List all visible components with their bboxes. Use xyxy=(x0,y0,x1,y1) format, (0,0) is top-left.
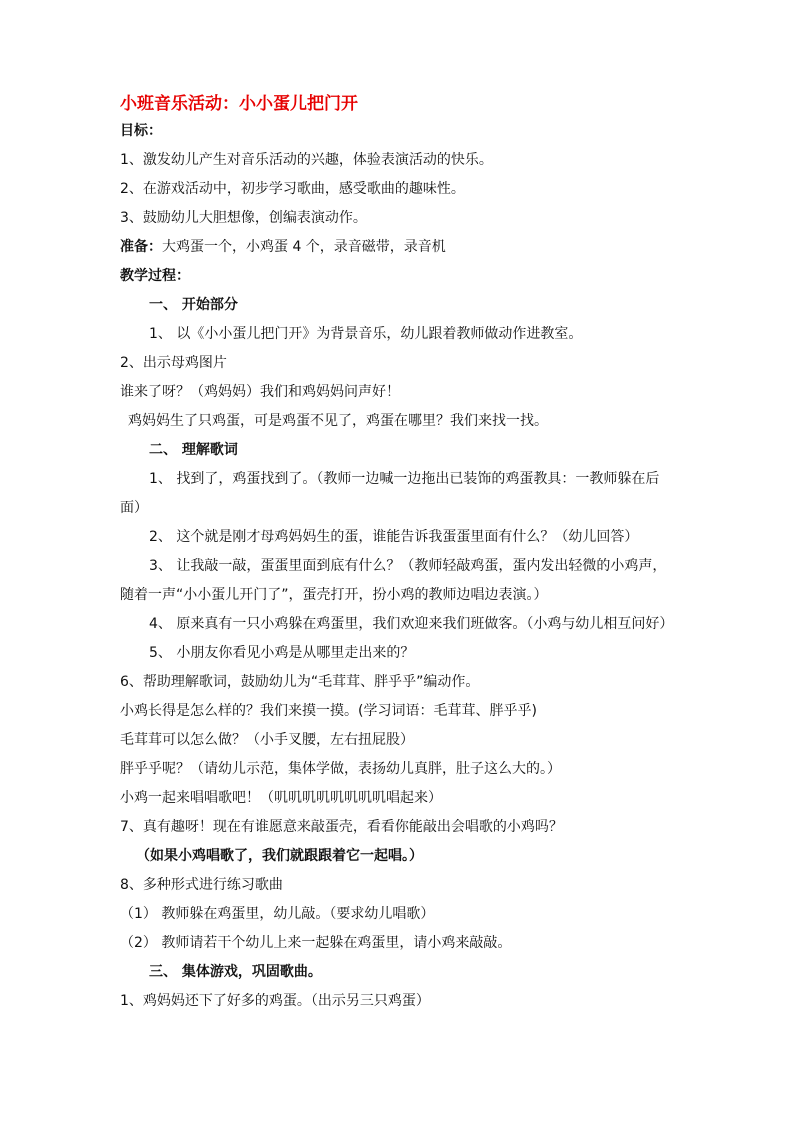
section-3-title: 三、 集体游戏，巩固歌曲。 xyxy=(149,964,322,980)
goal-2: 2、在游戏活动中，初步学习歌曲，感受歌曲的趣味性。 xyxy=(120,181,465,197)
goal-3: 3、鼓励幼儿大胆想像，创编表演动作。 xyxy=(120,210,367,226)
section-2-line-7: 小鸡长得是怎么样的？我们来摸一摸。(学习词语：毛茸茸、胖乎乎) xyxy=(120,703,537,719)
section-1-line-3: 谁来了呀？（鸡妈妈）我们和鸡妈妈问声好！ xyxy=(120,384,400,400)
section-2-line-12: （如果小鸡唱歌了，我们就跟跟着它一起唱。） xyxy=(136,848,423,864)
section-2-title: 二、 理解歌词 xyxy=(149,442,238,458)
section-2-item-2: 2、 这个就是刚才母鸡妈妈生的蛋，谁能告诉我蛋蛋里面有什么？（幼儿回答） xyxy=(149,529,639,545)
prep-line xyxy=(120,237,446,257)
section-2-item-5: 5、 小朋友你看见小鸡是从哪里走出来的？ xyxy=(149,645,415,661)
section-1-line-1: 1、 以《小小蛋儿把门开》为背景音乐，幼儿跟着教师做动作进教室。 xyxy=(149,326,583,342)
section-1-line-4: 鸡妈妈生了只鸡蛋，可是鸡蛋不见了，鸡蛋在哪里？我们来找一找。 xyxy=(128,413,548,429)
section-2-line-6: 6、帮助理解歌词，鼓励幼儿为“毛茸茸、胖乎乎”编动作。 xyxy=(120,674,480,690)
goal-1: 1、激发幼儿产生对音乐活动的兴趣，体验表演活动的快乐。 xyxy=(120,152,493,168)
section-3-line-1: 1、鸡妈妈还下了好多的鸡蛋。（出示另三只鸡蛋） xyxy=(120,993,430,1009)
section-2-line-13: 8、多种形式进行练习歌曲 xyxy=(120,877,283,893)
section-2-line-10: 小鸡一起来唱唱歌吧！（叽叽叽叽叽叽叽叽唱起来） xyxy=(120,790,442,806)
section-2-line-9: 胖乎乎呢？（请幼儿示范，集体学做，表扬幼儿真胖，肚子这么大的。） xyxy=(120,761,561,777)
section-2-line-14: （1） 教师躲在鸡蛋里，幼儿敲。（要求幼儿唱歌） xyxy=(120,906,435,922)
process-heading: 教学过程： xyxy=(120,268,190,284)
prep-text: 大鸡蛋一个，小鸡蛋 4 个，录音磁带，录音机 xyxy=(162,239,446,255)
prep-label: 准备： xyxy=(120,239,162,255)
section-1-title: 一、 开始部分 xyxy=(149,297,238,313)
section-2-line-15: （2） 教师请若干个幼儿上来一起躲在鸡蛋里，请小鸡来敲敲。 xyxy=(120,935,512,951)
section-1-line-2: 2、出示母鸡图片 xyxy=(120,355,227,371)
section-2-item-1: 1、 找到了，鸡蛋找到了。（教师一边喊一边拖出已装饰的鸡蛋教具：一教师躲在后面） xyxy=(120,471,660,516)
section-2-line-8: 毛茸茸可以怎么做？（小手叉腰，左右扭屁股） xyxy=(120,732,414,748)
section-2-item-3: 3、 让我敲一敲，蛋蛋里面到底有什么？（教师轻敲鸡蛋，蛋内发出轻微的小鸡声，随着一声“小小蛋儿开门了”，蛋壳打开，扮小鸡的教师边唱边表演。） xyxy=(120,558,667,603)
section-2-line-11: 7、真有趣呀！现在有谁愿意来敲蛋壳，看看你能敲出会唱歌的小鸡吗？ xyxy=(120,819,563,835)
page-title: 小班音乐活动：小小蛋儿把门开 xyxy=(120,94,358,114)
goal-heading: 目标： xyxy=(120,123,162,139)
section-2-item-4: 4、 原来真有一只小鸡躲在鸡蛋里，我们欢迎来我们班做客。（小鸡与幼儿相互问好） xyxy=(149,616,674,632)
